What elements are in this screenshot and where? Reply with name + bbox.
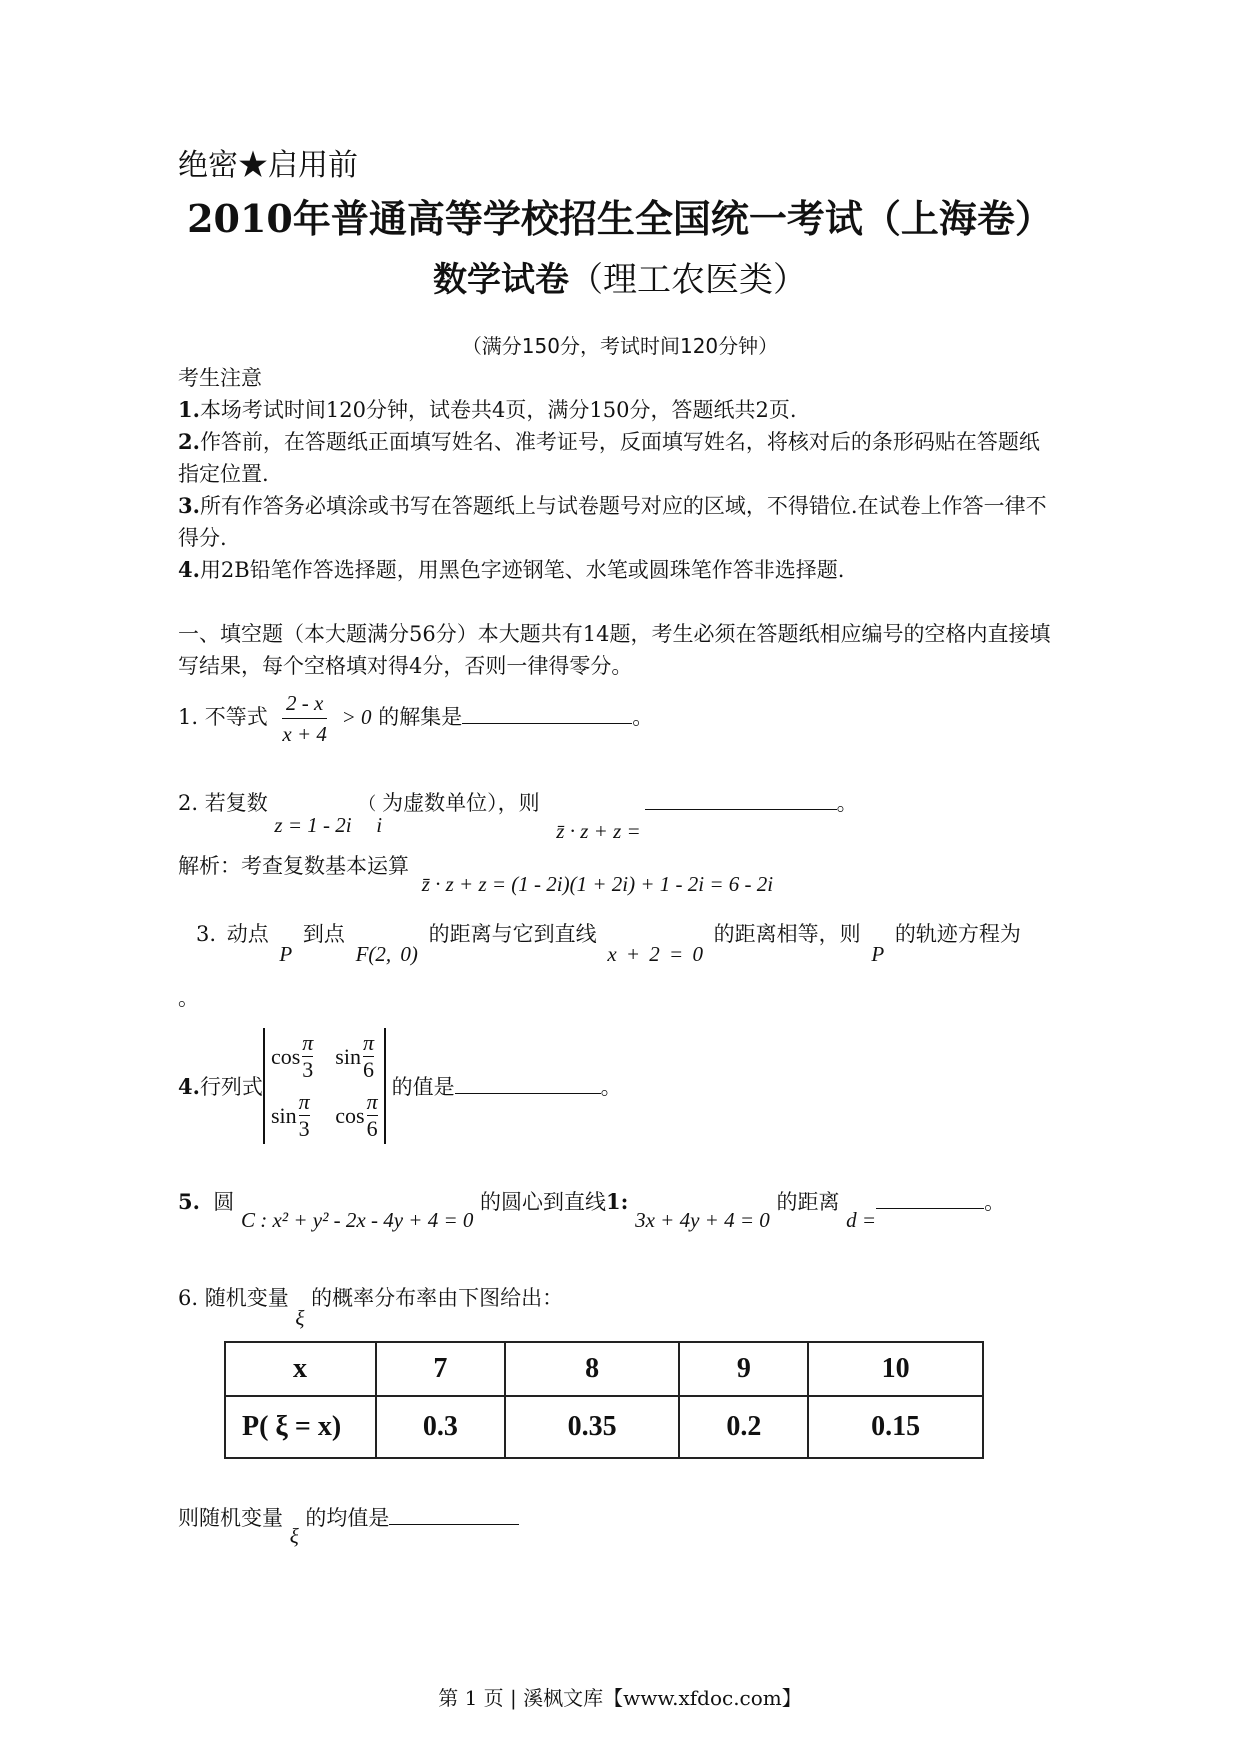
table-cell: 10	[808, 1342, 983, 1396]
notice-heading: 考生注意	[178, 366, 262, 390]
answer-blank-5	[876, 1207, 984, 1209]
answer-blank-6	[389, 1523, 519, 1525]
notice-item-2: 2.作答前，在答题纸正面填写姓名、准考证号，反面填写姓名，将核对后的条形码贴在答题纸指定位置.	[178, 429, 1040, 486]
page-footer: 第 1 页 | 溪枫文库【www.xfdoc.com】	[438, 1686, 802, 1710]
table-cell: 9	[679, 1342, 808, 1396]
table-cell: x	[225, 1342, 376, 1396]
table-cell: 0.2	[679, 1396, 808, 1458]
table-cell: 0.35	[505, 1396, 680, 1458]
table-row	[225, 1396, 983, 1458]
notice-item-3: 3.所有作答务必填涂或书写在答题纸上与试卷题号对应的区域，不得错位.在试卷上作答一律不得分.	[178, 493, 1047, 550]
question-3: 3. 动点 P 到点 F(2, 0) 的距离与它到直线 x + 2 = 0 的距离相等，则 P 的轨迹方程为	[196, 922, 1021, 966]
det-cell-11: cos $\frac{\pi}{3}$	[270, 1030, 314, 1082]
question-2: 2. 若复数 z = 1 - 2i （i为虚数单位），则 z̄ · z + z =。	[178, 791, 858, 843]
determinant	[263, 1028, 386, 1144]
notice-item-4: 4.用2B铅笔作答选择题，用黑色字迹钢笔、水笔或圆珠笔作答非选择题.	[178, 557, 845, 582]
subtitle-paren: （理工农医类）	[569, 260, 807, 300]
question-5: 5. 圆 C : x² + y² - 2x - 4y + 4 = 0 的圆心到直线1: 3x + 4y + 4 = 0 的距离 d =。	[178, 1189, 1006, 1232]
score-line: （满分150分，考试时间120分钟）	[461, 334, 779, 358]
probability-table	[224, 1341, 984, 1459]
answer-blank-1	[462, 722, 632, 724]
question-6: 6. 随机变量 ξ 的概率分布率由下图给出：	[178, 1286, 564, 1330]
q3-end: 。	[178, 986, 199, 1010]
table-cell: P( ξ = x)	[225, 1396, 376, 1458]
det-cell-22: cos $\frac{\pi}{6}$	[335, 1089, 378, 1141]
answer-blank-2	[645, 808, 837, 810]
table-row	[225, 1342, 983, 1396]
q6-followup: 则随机变量 ξ 的均值是	[178, 1502, 519, 1532]
table-cell: 0.15	[808, 1396, 983, 1458]
question-1: 1. 不等式 $\frac{2 - x}{x + 4}$ > 0 的解集是 。	[178, 688, 653, 749]
det-cell-12: sin $\frac{\pi}{6}$	[335, 1030, 375, 1082]
exam-subtitle	[0, 252, 1240, 301]
question-4: 4. 行列式 cos $\frac{\pi}{3}$ sin $\frac{\pi}{6}$ sin $\frac{\pi}{3}$ cos $\frac{\pi}{6}$ 的值是 。	[178, 1028, 622, 1144]
det-cell-21: sin $\frac{\pi}{3}$	[270, 1089, 310, 1141]
table-cell: 8	[505, 1342, 680, 1396]
table-cell: 0.3	[376, 1396, 505, 1458]
notice-item-1: 1.本场考试时间120分钟，试卷共4页，满分150分，答题纸共2页.	[178, 397, 797, 422]
notice-block	[178, 362, 1058, 586]
subtitle-main: 数学试卷	[433, 260, 569, 300]
section-intro: 一、填空题（本大题满分56分）本大题共有14题，考生必须在答题纸相应编号的空格内直接填写结果，每个空格填对得4分，否则一律得零分。	[178, 622, 1051, 678]
answer-blank-4	[455, 1092, 601, 1094]
q2-analysis: 解析：考查复数基本运算 z̄ · z + z = (1 - 2i)(1 + 2i) + 1 - 2i = 6 - 2i	[178, 854, 774, 896]
secret-label: 绝密★启用前	[178, 148, 358, 183]
q1-fraction: $\frac{2 - x}{x + 4}$	[278, 688, 331, 749]
table-cell: 7	[376, 1342, 505, 1396]
exam-title: 2010年普通高等学校招生全国统一考试（上海卷）	[187, 196, 1053, 241]
